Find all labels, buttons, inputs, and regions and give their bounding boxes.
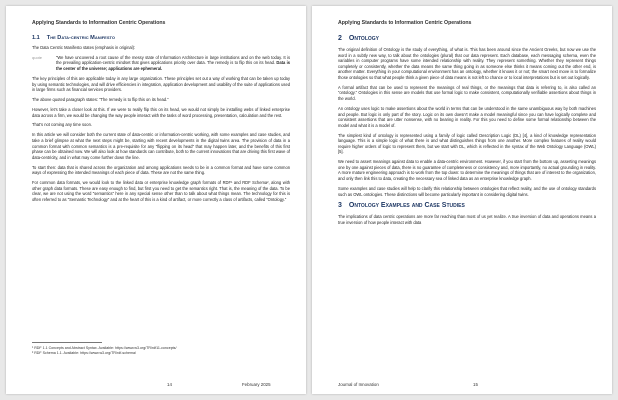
footer-date: February 2025 — [242, 382, 271, 387]
section-number: 3 — [338, 202, 342, 210]
body-paragraph: An ontology uses logic to make assertions about the world in terms that can be understood in the same unambiguous way by both machines and people. But logic is only part of the story. Logic on its own doesn’t make a model meaningful since you can have logically complete and consistent assertions that are utter nonsense, with no bearing in reality. For this you need to define some formal relationship between the model and what it is a model of. — [338, 105, 596, 128]
body-paragraph: The implications of data centric operations are more far reaching than most of us yet realize. A true inversion of data and operations means a true inversion of how people interact with data — [338, 214, 596, 225]
section-title: The Data-centric Manifesto — [46, 35, 115, 41]
running-head: Applying Standards to Information Centric Operations — [32, 20, 166, 26]
footnote: ¹ RDF 1.1 Concepts and Abstract Syntax. Available: https://www.w3.org/TR/rdf11-concepts/ — [32, 346, 177, 350]
body-paragraph: The simplest kind of ontology is represented using a family of logic called Description Logic (DL) [4], a kind of knowledge representation language. This is a simple logic of what there is and what distinguishes things from one another. More complex features of reality would require higher orders of logic to represent them, but we start with DL, which is reflected in the syntax of the Web Ontology Language (OWL) [5]. — [338, 132, 596, 155]
body-paragraph: That’s not coming any time soon. — [32, 122, 92, 128]
body-paragraph: The original definition of Ontology is the study of everything, of what is. This has been around since the Ancient Greeks, but now we use the word in a subtly new way, to talk about the ontologies (plural) that our data represent. Each database, each messaging schema, even the variables in computer programs have some intended relationship with reality. They represent something. Whether they represent things completely or consistently, whether the data means the same thing going in as someone else thinks it means coming out the other end, is another matter. Everything in your computational environment has an ontology, whether it knows it or not; the smart next move is to formalize those ontologies so that what people think a given piece of data means is not left to chance or to local interpretations but is set out logically. — [338, 47, 596, 80]
footnote-rule — [32, 342, 102, 343]
body-paragraph: For common data formats, we would look to the linked data or enterprise knowledge graph formats of RDF¹ and RDF Schema², along with other graph data formats. These are easy enough to find, but first you need to get the semantics right. That is, the meaning of the data. To be clear, we are not using the word “semantics” here in any special sense other than to talk about what things mean. The technology for this is often referred to as “Semantic Technology” and at the heart of this is a kind of artifact, or more correctly a class of artifacts, called “Ontology.” — [32, 180, 290, 202]
body-paragraph: The above quoted paragraph states: “The remedy is to flip this on its head.” — [32, 97, 169, 103]
body-paragraph: To start then: data that is shared across the organization and among applications needs to be in a common format and have some common ways of expressing the intended meanings of each piece of data. These are not the same thing. — [32, 164, 290, 176]
body-paragraph: We need to assert meanings against data to enable a data-centric environment. However, if you start from the bottom up, asserting meanings one by one against pieces of data, there is no guarantee of completeness or consistency and, more importantly, no actual grounding in reality. A more mature engineering approach is to work from the top down: to determine the meanings of things that are of interest to the organization, and only then link this to data, creating the necessary sea of linked data as an enterprise knowledge graph. — [338, 159, 596, 182]
quote-bold: Data is the center of the universe; applications are ephemeral. — [56, 60, 290, 72]
right-page — [312, 6, 612, 394]
section-number: 2 — [338, 35, 342, 42]
intro-paragraph: The Data Centric Manifesto states (emphasis in original): — [32, 45, 136, 50]
body-paragraph: However, let’s take a closer look at this. If we were to really flip this on its head, we would not simply be installing webs of linked enterprise data across a firm, we would be changing the way people interact with the tasks of word processing, presentation, calculation and the rest. — [32, 106, 290, 118]
block-quote — [32, 55, 290, 72]
quote-text — [56, 55, 290, 72]
running-head: Applying Standards to Information Centric Operations — [338, 20, 472, 26]
section-title: Ontology — [348, 35, 379, 42]
body-paragraph: The key principles of this are applicable today in any large organization. These principles set out a way of working that can be taken up today by using semantic technologies, and will drive efficiencies in integration, application development and usability of the suite of applications used in large firms such as financial services providers. — [32, 75, 290, 93]
section-title: Ontology Examples and Case Studies — [348, 202, 465, 210]
footer-journal: Journal of Innovation — [338, 382, 379, 387]
body-paragraph: In this article we will consider both the current state of data-centric or information-centric working, with some examples and case studies, and take a brief glimpse at what the next steps might be, starting with recent developments in the digital twins area. The provision of data in a common format with common semantics is a pre-requisite for any “flipping on its head” that may happen later, and the benefits of this first phase can be obtained now. We will also look at how standards can contribute, both to the current innovations that are driving this first wave of data-centricity, and in what may come further down the line. — [32, 132, 290, 160]
quote-plain: “We have uncovered a root cause of the messy state of Information Architecture in large institutions and on the web today. It is the prevailing application-centric mindset that gives applications priority over data. The remedy is to flip this on its head. — [56, 54, 290, 66]
section-heading — [32, 35, 290, 41]
quote-label: quote — [32, 54, 43, 60]
section-number: 1.1 — [32, 35, 40, 41]
body-paragraph: Some examples and case studies will help to clarify this relationship between ontologies that reflect reality, and the use of ontology standards such as OWL ontologies. These distinctions will become particularly important in considering digital twins. — [338, 185, 596, 197]
footnote: ² RDF Schema 1.1. Available: https://www.w3.org/TR/rdf-schema/ — [32, 351, 136, 355]
left-page — [6, 6, 306, 394]
body-paragraph: A formal artifact that can be used to represent the meanings of real things, or the meanings that data is referring to, is also called an “ontology.” Ontologies in this sense are models that use formal logic to make consistent, computationally verifiable assertions about things in the world. — [338, 84, 596, 102]
page-number: 14 — [167, 382, 172, 387]
page-number: 15 — [473, 382, 478, 387]
footnotes — [32, 342, 290, 356]
section-heading — [338, 35, 596, 42]
section-heading — [338, 202, 596, 209]
